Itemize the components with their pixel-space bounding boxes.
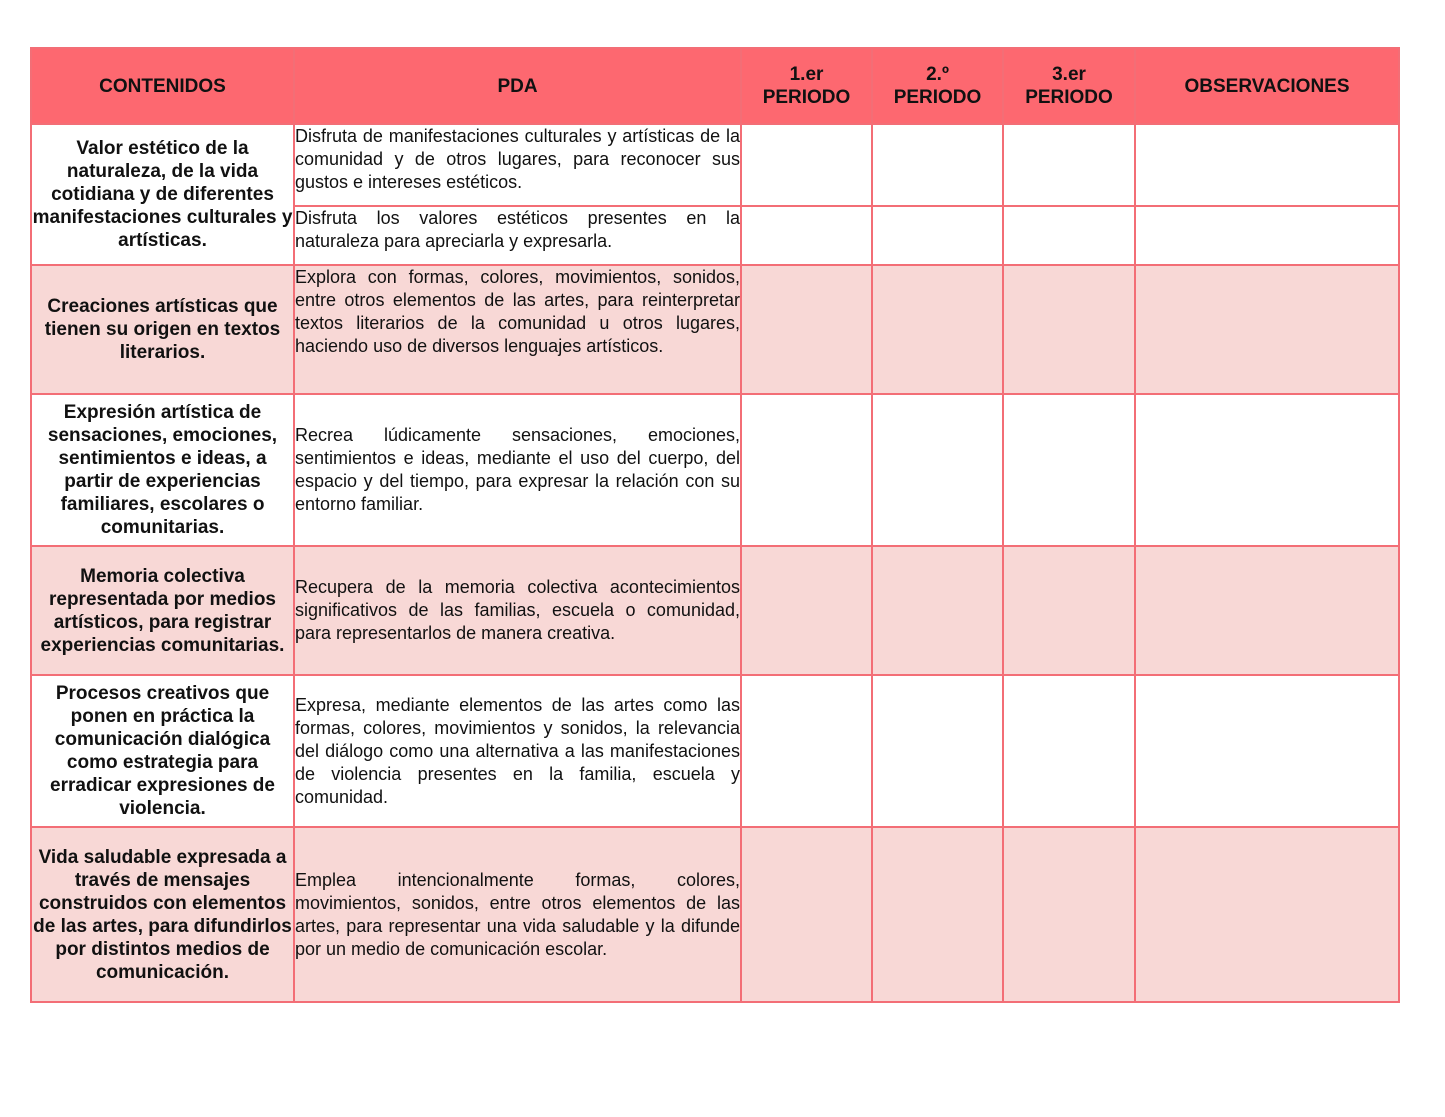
pda-cell: Disfruta de manifestaciones culturales y artísticas de la comunidad y de otros lugares, para reconocer sus gustos e intereses estéticos. — [294, 124, 741, 206]
pda-cell: Emplea intencionalmente formas, colores, movimientos, sonidos, entre otros elementos de las artes, para representar una vida saludable y la difunde por un medio de comunicación escolar. — [294, 827, 741, 1002]
periodo-2-cell[interactable] — [872, 265, 1003, 394]
periodo-3-cell[interactable] — [1003, 265, 1135, 394]
pda-cell: Expresa, mediante elementos de las artes como las formas, colores, movimientos y sonidos, la relevancia del diálogo como una alternativa a las manifestaciones de violencia presentes en la familia, escuela y comunidad. — [294, 675, 741, 827]
periodo-1-cell[interactable] — [741, 827, 872, 1002]
table-row — [31, 394, 1399, 546]
header-periodo-2 — [872, 48, 1003, 124]
header-periodo-1-label: PERIODO — [762, 87, 851, 108]
header-contenidos: CONTENIDOS — [31, 48, 294, 124]
contenido-cell: Memoria colectiva representada por medios artísticos, para registrar experiencias comunitarias. — [31, 546, 294, 675]
periodo-3-cell[interactable] — [1003, 827, 1135, 1002]
evaluation-table — [30, 47, 1400, 1003]
table-row — [31, 546, 1399, 675]
header-periodo-1-ordinal: 1.er — [789, 64, 824, 85]
periodo-2-cell[interactable] — [872, 675, 1003, 827]
observaciones-cell[interactable] — [1135, 546, 1399, 675]
observaciones-cell[interactable] — [1135, 827, 1399, 1002]
contenido-cell: Creaciones artísticas que tienen su origen en textos literarios. — [31, 265, 294, 394]
pda-cell: Disfruta los valores estéticos presentes en la naturaleza para apreciarla y expresarla. — [294, 206, 741, 265]
observaciones-cell[interactable] — [1135, 265, 1399, 394]
periodo-2-cell[interactable] — [872, 206, 1003, 265]
header-periodo-3-ordinal: 3.er — [1052, 64, 1086, 85]
periodo-1-cell[interactable] — [741, 206, 872, 265]
observaciones-cell[interactable] — [1135, 124, 1399, 206]
periodo-2-cell[interactable] — [872, 827, 1003, 1002]
periodo-1-cell[interactable] — [741, 394, 872, 546]
pda-cell: Recrea lúdicamente sensaciones, emociones, sentimientos e ideas, mediante el uso del cuerpo, del espacio y del tiempo, para expresar la relación con su entorno familiar. — [294, 394, 741, 546]
table-row — [31, 827, 1399, 1002]
periodo-2-cell[interactable] — [872, 124, 1003, 206]
contenido-cell: Procesos creativos que ponen en práctica la comunicación dialógica como estrategia para erradicar expresiones de violencia. — [31, 675, 294, 827]
header-pda: PDA — [294, 48, 741, 124]
header-observaciones: OBSERVACIONES — [1135, 48, 1399, 124]
observaciones-cell[interactable] — [1135, 206, 1399, 265]
periodo-1-cell[interactable] — [741, 546, 872, 675]
periodo-1-cell[interactable] — [741, 265, 872, 394]
header-row — [31, 48, 1399, 124]
observaciones-cell[interactable] — [1135, 394, 1399, 546]
periodo-1-cell[interactable] — [741, 675, 872, 827]
periodo-2-cell[interactable] — [872, 394, 1003, 546]
header-periodo-3 — [1003, 48, 1135, 124]
observaciones-cell[interactable] — [1135, 675, 1399, 827]
header-periodo-2-label: PERIODO — [893, 87, 982, 108]
header-periodo-3-label: PERIODO — [1025, 87, 1113, 108]
header-periodo-1 — [741, 48, 872, 124]
periodo-3-cell[interactable] — [1003, 206, 1135, 265]
periodo-3-cell[interactable] — [1003, 546, 1135, 675]
periodo-3-cell[interactable] — [1003, 675, 1135, 827]
contenido-cell: Valor estético de la naturaleza, de la vida cotidiana y de diferentes manifestaciones culturales y artísticas. — [31, 124, 294, 265]
periodo-2-cell[interactable] — [872, 546, 1003, 675]
pda-cell: Explora con formas, colores, movimientos, sonidos, entre otros elementos de las artes, para reinterpretar textos literarios de la comunidad u otros lugares, haciendo uso de diversos lenguajes artísticos. — [294, 265, 741, 394]
contenido-cell: Expresión artística de sensaciones, emociones, sentimientos e ideas, a partir de experiencias familiares, escolares o comunitarias. — [31, 394, 294, 546]
table-row — [31, 124, 1399, 206]
contenido-cell: Vida saludable expresada a través de mensajes construidos con elementos de las artes, para difundirlos por distintos medios de comunicación. — [31, 827, 294, 1002]
periodo-3-cell[interactable] — [1003, 124, 1135, 206]
table-row — [31, 675, 1399, 827]
table-row — [31, 265, 1399, 394]
periodo-1-cell[interactable] — [741, 124, 872, 206]
pda-cell: Recupera de la memoria colectiva acontecimientos significativos de las familias, escuela o comunidad, para representarlos de manera creativa. — [294, 546, 741, 675]
header-periodo-2-ordinal: 2.º — [926, 64, 949, 85]
periodo-3-cell[interactable] — [1003, 394, 1135, 546]
